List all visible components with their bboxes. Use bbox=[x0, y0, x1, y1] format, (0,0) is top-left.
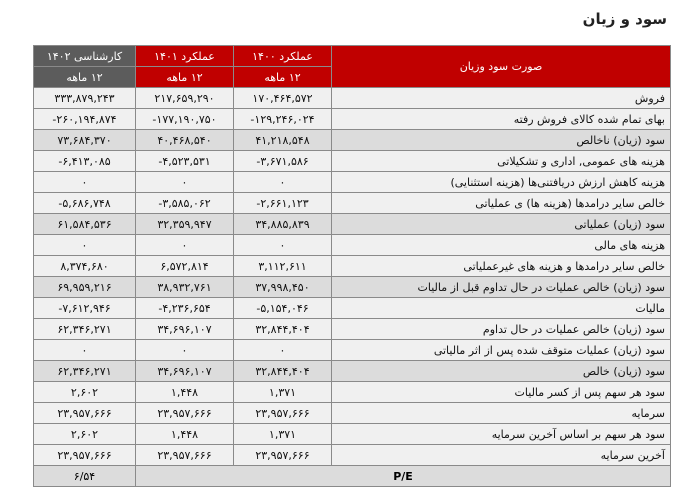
row-label: خالص سایر درامدها و هزینه های غیرعملیاتی bbox=[332, 256, 671, 277]
row-label: هزینه های مالی bbox=[332, 235, 671, 256]
row-label: سرمایه bbox=[332, 403, 671, 424]
row-value: ۲۳,۹۵۷,۶۶۶ bbox=[234, 403, 332, 424]
row-value: ۰ bbox=[234, 172, 332, 193]
table-body bbox=[34, 88, 671, 466]
row-value: ۲,۶۰۲ bbox=[34, 424, 136, 445]
table-row bbox=[34, 172, 671, 193]
row-value: ۶,۵۷۲,۸۱۴ bbox=[136, 256, 234, 277]
row-value: ۳۴,۶۹۶,۱۰۷ bbox=[136, 319, 234, 340]
row-value: ۷۳,۶۸۴,۳۷۰ bbox=[34, 130, 136, 151]
row-value: ۴,۲۳۶,۶۵۴- bbox=[136, 298, 234, 319]
table-row bbox=[34, 256, 671, 277]
row-value: ۱,۳۷۱ bbox=[234, 382, 332, 403]
row-value: ۱۲۹,۲۴۶,۰۲۴- bbox=[234, 109, 332, 130]
row-label: سود (زیان) خالص bbox=[332, 361, 671, 382]
row-value: ۶۱,۵۸۴,۵۳۶ bbox=[34, 214, 136, 235]
table-row bbox=[34, 445, 671, 466]
row-value: ۲۳,۹۵۷,۶۶۶ bbox=[136, 445, 234, 466]
table-row bbox=[34, 319, 671, 340]
row-label: سود هر سهم پس از کسر مالیات bbox=[332, 382, 671, 403]
row-label: سود (زیان) خالص عملیات در حال تداوم قبل از مالیات bbox=[332, 277, 671, 298]
row-value: ۲۳,۹۵۷,۶۶۶ bbox=[136, 403, 234, 424]
row-value: ۰ bbox=[34, 235, 136, 256]
row-value: ۳۲,۸۴۴,۴۰۴ bbox=[234, 319, 332, 340]
row-label: بهای تمام شده کالای فروش رفته bbox=[332, 109, 671, 130]
row-value: ۳۳۳,۸۷۹,۲۴۳ bbox=[34, 88, 136, 109]
row-value: ۳۲,۸۴۴,۴۰۴ bbox=[234, 361, 332, 382]
row-value: ۳,۵۸۵,۰۶۲- bbox=[136, 193, 234, 214]
row-value: ۰ bbox=[34, 172, 136, 193]
row-value: ۳۷,۹۹۸,۴۵۰ bbox=[234, 277, 332, 298]
row-label: سود (زیان) عملیاتی bbox=[332, 214, 671, 235]
row-value: ۲۳,۹۵۷,۶۶۶ bbox=[234, 445, 332, 466]
table-row bbox=[34, 130, 671, 151]
column-header-1402: کارشناسی ۱۴۰۲ bbox=[34, 46, 136, 67]
row-label: خالص سایر درامدها (هزینه ها) ی عملیاتی bbox=[332, 193, 671, 214]
row-value: ۵,۱۵۴,۰۴۶- bbox=[234, 298, 332, 319]
row-value: ۶۲,۳۴۶,۲۷۱ bbox=[34, 361, 136, 382]
row-value: ۶۹,۹۵۹,۲۱۶ bbox=[34, 277, 136, 298]
row-value: ۱,۴۴۸ bbox=[136, 382, 234, 403]
row-value: ۰ bbox=[234, 340, 332, 361]
table-row bbox=[34, 403, 671, 424]
row-value: ۳۲,۳۵۹,۹۴۷ bbox=[136, 214, 234, 235]
row-value: ۳۸,۹۳۲,۷۶۱ bbox=[136, 277, 234, 298]
table-row bbox=[34, 424, 671, 445]
row-value: ۱۷۰,۴۶۴,۵۷۲ bbox=[234, 88, 332, 109]
row-value: ۵,۶۸۶,۷۴۸- bbox=[34, 193, 136, 214]
pe-label: P/E bbox=[136, 466, 671, 487]
row-value: ۰ bbox=[234, 235, 332, 256]
table-row bbox=[34, 298, 671, 319]
income-statement-table bbox=[33, 45, 671, 487]
table-row bbox=[34, 214, 671, 235]
column-period-1401: ۱۲ ماهه bbox=[136, 67, 234, 88]
row-value: ۲۳,۹۵۷,۶۶۶ bbox=[34, 445, 136, 466]
row-value: ۲,۶۰۲ bbox=[34, 382, 136, 403]
pe-value: ۶/۵۴ bbox=[34, 466, 136, 487]
table-row bbox=[34, 88, 671, 109]
page-title: سود و زیان bbox=[582, 10, 667, 28]
row-label: هزینه های عمومی, اداری و تشکیلاتی bbox=[332, 151, 671, 172]
row-label: هزینه کاهش ارزش دریافتنی‌ها (هزینه استثنایی) bbox=[332, 172, 671, 193]
table-row bbox=[34, 151, 671, 172]
row-label: سود (زیان) عملیات متوقف شده پس از اثر مالیاتی bbox=[332, 340, 671, 361]
row-value: ۴۱,۲۱۸,۵۴۸ bbox=[234, 130, 332, 151]
row-label: سود (زیان) خالص عملیات در حال تداوم bbox=[332, 319, 671, 340]
row-label: فروش bbox=[332, 88, 671, 109]
table-row bbox=[34, 109, 671, 130]
row-label: سود هر سهم بر اساس آخرین سرمایه bbox=[332, 424, 671, 445]
row-value: ۱,۴۴۸ bbox=[136, 424, 234, 445]
column-period-1402: ۱۲ ماهه bbox=[34, 67, 136, 88]
pe-row bbox=[34, 466, 671, 487]
table-row bbox=[34, 361, 671, 382]
row-value: ۸,۳۷۴,۶۸۰ bbox=[34, 256, 136, 277]
column-header-1400: عملکرد ۱۴۰۰ bbox=[234, 46, 332, 67]
row-value: ۰ bbox=[136, 172, 234, 193]
label-column-header: صورت سود وزیان bbox=[332, 46, 671, 88]
table-row bbox=[34, 235, 671, 256]
row-value: ۳,۱۱۲,۶۱۱ bbox=[234, 256, 332, 277]
row-value: ۲۳,۹۵۷,۶۶۶ bbox=[34, 403, 136, 424]
row-value: ۳۴,۶۹۶,۱۰۷ bbox=[136, 361, 234, 382]
row-value: ۷,۶۱۲,۹۴۶- bbox=[34, 298, 136, 319]
row-value: ۶,۴۱۳,۰۸۵- bbox=[34, 151, 136, 172]
row-value: ۲۶۰,۱۹۴,۸۷۴- bbox=[34, 109, 136, 130]
row-value: ۰ bbox=[136, 340, 234, 361]
column-header-1401: عملکرد ۱۴۰۱ bbox=[136, 46, 234, 67]
row-value: ۱,۳۷۱ bbox=[234, 424, 332, 445]
row-value: ۳۴,۸۸۵,۸۳۹ bbox=[234, 214, 332, 235]
row-value: ۴,۵۲۳,۵۳۱- bbox=[136, 151, 234, 172]
row-label: مالیات bbox=[332, 298, 671, 319]
row-value: ۳,۶۷۱,۵۸۶- bbox=[234, 151, 332, 172]
table-row bbox=[34, 382, 671, 403]
column-period-1400: ۱۲ ماهه bbox=[234, 67, 332, 88]
row-value: ۰ bbox=[34, 340, 136, 361]
row-value: ۶۲,۳۴۶,۲۷۱ bbox=[34, 319, 136, 340]
row-value: ۴۰,۴۶۸,۵۴۰ bbox=[136, 130, 234, 151]
table-row bbox=[34, 193, 671, 214]
row-value: ۱۷۷,۱۹۰,۷۵۰- bbox=[136, 109, 234, 130]
row-label: آخرین سرمایه bbox=[332, 445, 671, 466]
row-value: ۲,۶۶۱,۱۲۳- bbox=[234, 193, 332, 214]
table-row bbox=[34, 340, 671, 361]
row-value: ۰ bbox=[136, 235, 234, 256]
row-label: سود (زیان) ناخالص bbox=[332, 130, 671, 151]
row-value: ۲۱۷,۶۵۹,۲۹۰ bbox=[136, 88, 234, 109]
table-row bbox=[34, 277, 671, 298]
